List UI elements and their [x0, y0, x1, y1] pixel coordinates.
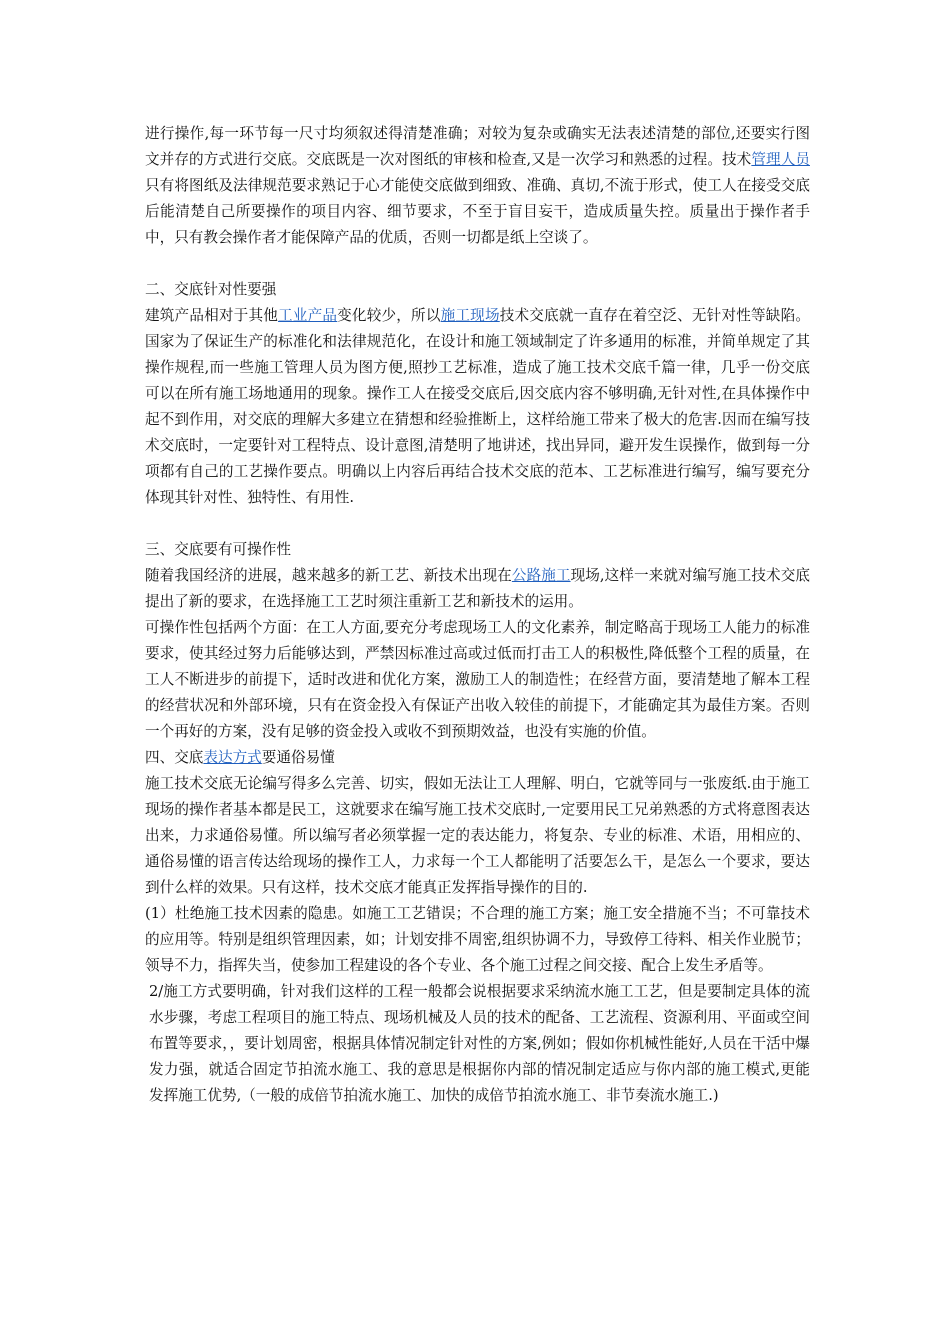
paragraph-text: 进行操作,每一环节每一尺寸均须叙述得清楚准确；对较为复杂或确实无法表述清楚的部位,还要实行图文并存的方式进行交底。交底既是一次对图纸的审核和检查,又是一次学习和熟悉的过程。技术	[145, 125, 810, 168]
link-construction-site[interactable]: 施工现场	[440, 307, 500, 324]
paragraph-gap	[145, 251, 810, 277]
paragraph-section-2	[145, 303, 810, 511]
paragraph-item-2: 2/施工方式要明确，针对我们这样的工程一般都会说根据要求采纳流水施工工艺，但是要制定具体的流水步骤，考虑工程项目的施工特点、现场机械及人员的技术的配备、工艺流程、资源利用、平面或空间布置等要求，，要计划周密，根据具体情况制定针对性的方案,例如；假如你机械性能好,人员在干活中爆发力强，就适合固定节拍流水施工、我的意思是根据你内部的情况制定适应与你内部的施工模式,更能发挥施工优势,（一般的成倍节拍流水施工、加快的成倍节拍流水施工、非节奏流水施工.)	[149, 983, 810, 1104]
link-management-personnel[interactable]: 管理人员	[751, 151, 810, 168]
section-heading-4	[145, 745, 810, 771]
heading-text: 四、交底	[145, 749, 204, 766]
link-industrial-products[interactable]: 工业产品	[278, 307, 338, 324]
section-heading-2: 二、交底针对性要强	[145, 281, 277, 298]
paragraph-text: 随着我国经济的进展，越来越多的新工艺、新技术出现在	[145, 567, 512, 584]
section-heading-3: 三、交底要有可操作性	[145, 541, 291, 558]
paragraph-text: 现场,这样一来就对编写施工技术交底提出了新的要求，在选择施工工艺时须注重新工艺和新技术的运用。	[145, 567, 810, 610]
link-expression-method[interactable]: 表达方式	[203, 749, 262, 766]
paragraph-text: 变化较少，所以	[337, 307, 441, 324]
paragraph-text: 只有将图纸及法律规范要求熟记于心才能使交底做到细致、准确、真切,不流于形式，使工人在接受交底后能清楚自己所要操作的项目内容、细节要求，不至于盲目妄干，造成质量失控。质量出于操作者手中，只有教会操作者才能保障产品的优质，否则一切都是纸上空谈了。	[145, 177, 810, 246]
document-page	[145, 121, 810, 1109]
paragraph-item-1: (1）杜绝施工技术因素的隐患。如施工工艺错误；不合理的施工方案；施工安全措施不当；不可靠技术的应用等。特别是组织管理因素，如；计划安排不周密,组织协调不力，导致停工待料、相关作业脱节；领导不力，指挥失当，使参加工程建设的各个专业、各个施工过程之间交接、配合上发生矛盾等。	[145, 905, 810, 974]
link-highway-construction[interactable]: 公路施工	[511, 567, 571, 584]
paragraph-gap	[145, 511, 810, 537]
paragraph-intro	[145, 121, 810, 251]
paragraph-section-4: 施工技术交底无论编写得多么完善、切实，假如无法让工人理解、明白，它就等同与一张废纸.由于施工现场的操作者基本都是民工，这就要求在编写施工技术交底时,一定要用民工兄弟熟悉的方式将意图表达出来，力求通俗易懂。所以编写者必须掌握一定的表达能力，将复杂、专业的标准、术语，用相应的、通俗易懂的语言传达给现场的操作工人，力求每一个工人都能明了活要怎么干，是怎么一个要求，要达到什么样的效果。只有这样，技术交底才能真正发挥指导操作的目的.	[145, 775, 810, 896]
paragraph-operability: 可操作性包括两个方面：在工人方面,要充分考虑现场工人的文化素养，制定略高于现场工人能力的标准要求，使其经过努力后能够达到，严禁因标准过高或过低而打击工人的积极性,降低整个工程的质量，在工人不断进步的前提下，适时改进和优化方案，激励工人的制造性；在经营方面，要清楚地了解本工程的经营状况和外部环境，只有在资金投入有保证产出收入较佳的前提下，才能确定其为最佳方案。否则一个再好的方案，没有足够的资金投入或收不到预期效益，也没有实施的价值。	[145, 619, 810, 740]
paragraph-text: 技术交底就一直存在着空泛、无针对性等缺陷。国家为了保证生产的标准化和法律规范化，在设计和施工领域制定了许多通用的标准，并简单规定了其操作规程,而一些施工管理人员为图方便,照抄工艺标准，造成了施工技术交底千篇一律，几乎一份交底可以在所有施工场地通用的现象。操作工人在接受交底后,因交底内容不够明确,无针对性,在具体操作中起不到作用，对交底的理解大多建立在猜想和经验推断上，这样给施工带来了极大的危害.因而在编写技术交底时，一定要针对工程特点、设计意图,清楚明了地讲述，找出异同，避开发生误操作，做到每一分项都有自己的工艺操作要点。明确以上内容后再结合技术交底的范本、工艺标准进行编写，编写要充分体现其针对性、独特性、有用性.	[145, 307, 810, 506]
paragraph-section-3	[145, 563, 810, 615]
paragraph-text: 建筑产品相对于其他	[145, 307, 279, 324]
heading-text: 要通俗易懂	[261, 749, 335, 766]
